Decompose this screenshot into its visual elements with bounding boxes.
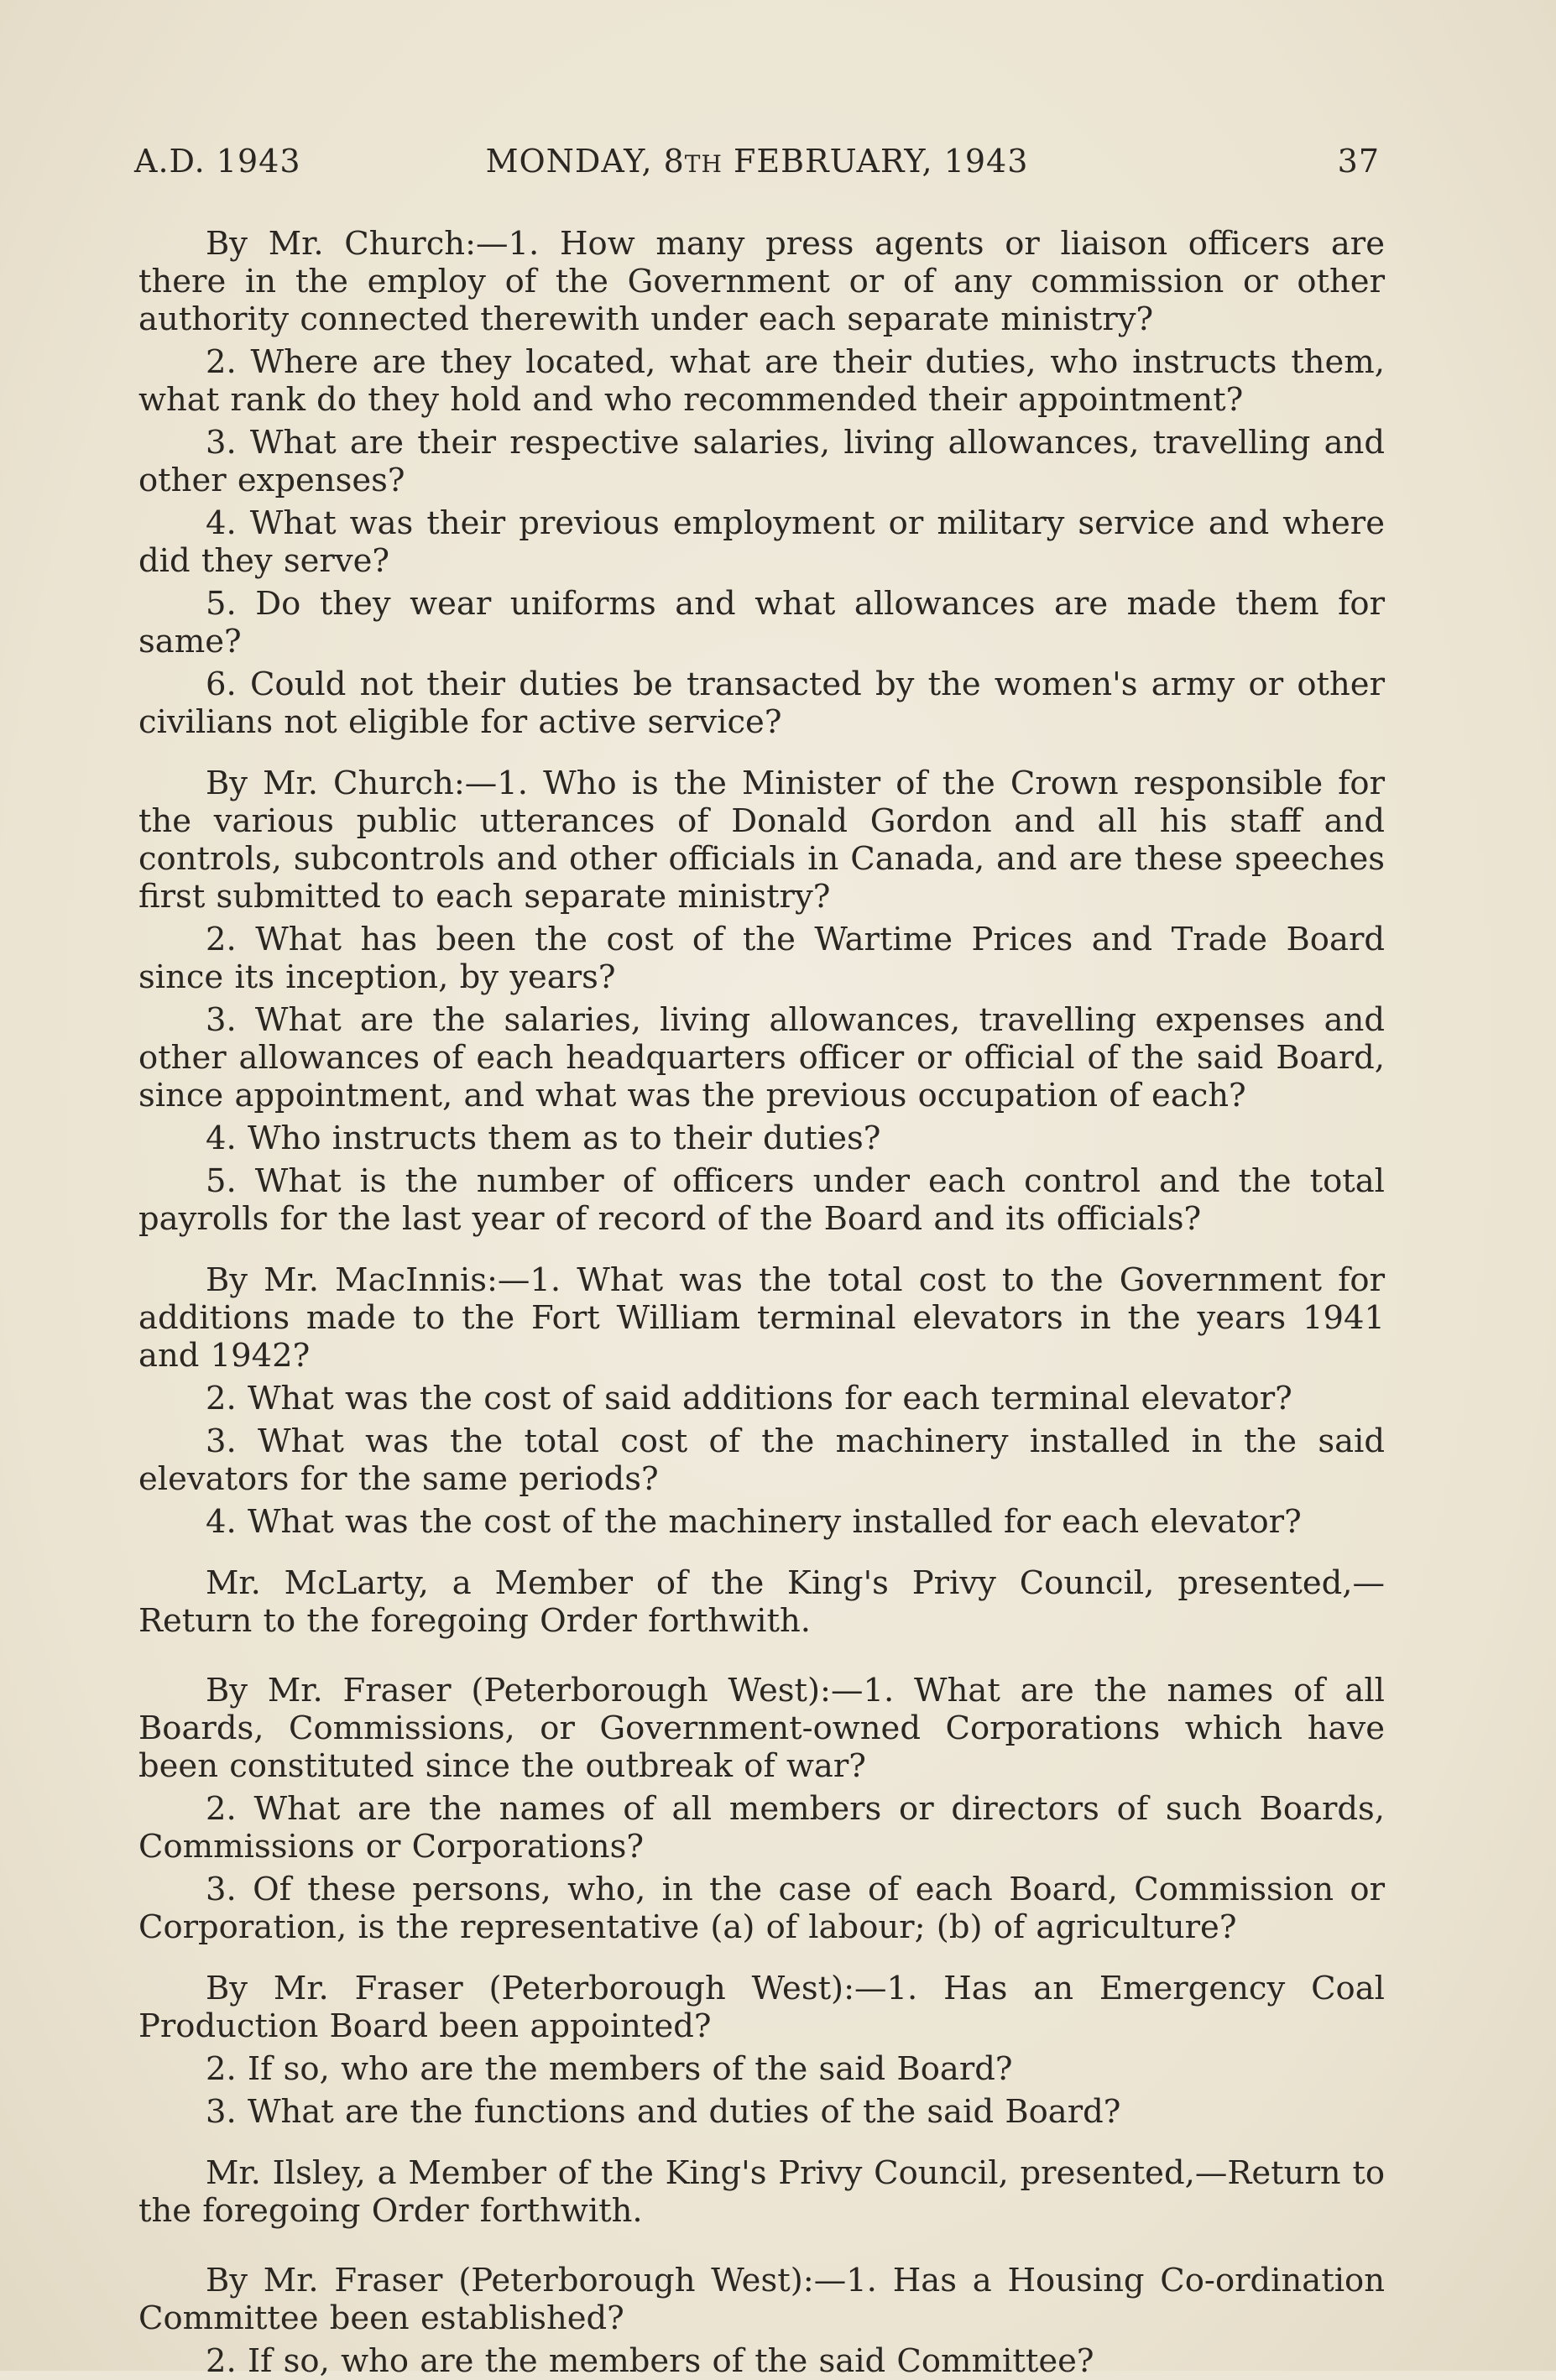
running-header	[134, 143, 1380, 185]
paragraph: By Mr. Church:—1. How many press agents or liaison officers are there in the employ of the Government or of any commission or other authority connected therewith under each separate ministry?	[138, 225, 1385, 338]
header-year: A.D. 1943	[134, 143, 301, 180]
header-date-suffix: FEBRUARY, 1943	[722, 143, 1029, 180]
paragraph: 5. Do they wear uniforms and what allowances are made them for same?	[138, 585, 1385, 660]
paragraph: 3. What are their respective salaries, living allowances, travelling and other expenses?	[138, 424, 1385, 499]
paragraph: 3. What was the total cost of the machinery installed in the said elevators for the same periods?	[138, 1422, 1385, 1498]
paragraph: 3. What are the functions and duties of the said Board?	[206, 2093, 1121, 2131]
paragraph: 4. What was their previous employment or military service and where did they serve?	[138, 504, 1385, 580]
paragraph: 4. What was the cost of the machinery installed for each elevator?	[206, 1503, 1302, 1541]
paragraph: 2. If so, who are the members of the said Board?	[206, 2050, 1013, 2088]
paragraph: By Mr. MacInnis:—1. What was the total cost to the Government for additions made to the Fort William terminal elevators in the years 1941 and 1942?	[138, 1261, 1385, 1375]
paragraph: By Mr. Fraser (Peterborough West):—1. Has an Emergency Coal Production Board been appointed?	[138, 1970, 1385, 2045]
page-body	[138, 225, 1385, 2380]
paragraph: 2. What has been the cost of the Wartime Prices and Trade Board since its inception, by years?	[138, 921, 1385, 996]
paragraph: 2. If so, who are the members of the said Committee?	[206, 2342, 1094, 2380]
paragraph: 2. What are the names of all members or directors of such Boards, Commissions or Corporations?	[138, 1790, 1385, 1866]
paragraph: By Mr. Fraser (Peterborough West):—1. What are the names of all Boards, Commissions, or Government-owned Corporations which have been constituted since the outbreak of war?	[138, 1672, 1385, 1785]
paragraph: Mr. Ilsley, a Member of the King's Privy Council, presented,—Return to the foregoing Order forthwith.	[138, 2154, 1385, 2230]
paragraph: 3. What are the salaries, living allowances, travelling expenses and other allowances of each headquarters officer or official of the said Board, since appointment, and what was the previous occupation of each?	[138, 1001, 1385, 1114]
paragraph: By Mr. Fraser (Peterborough West):—1. Has a Housing Co-ordination Committee been established?	[138, 2262, 1385, 2337]
header-date-ordinal: TH	[684, 150, 723, 178]
paragraph: Mr. McLarty, a Member of the King's Privy Council, presented,—Return to the foregoing Order forthwith.	[138, 1564, 1385, 1640]
paragraph: 3. Of these persons, who, in the case of each Board, Commission or Corporation, is the representative (a) of labour; (b) of agriculture?	[138, 1871, 1385, 1946]
paragraph: 2. What was the cost of said additions for each terminal elevator?	[206, 1380, 1292, 1417]
paragraph: 5. What is the number of officers under each control and the total payrolls for the last year of record of the Board and its officials?	[138, 1162, 1385, 1238]
paragraph: 2. Where are they located, what are their duties, who instructs them, what rank do they hold and who recommended their appointment?	[138, 343, 1385, 419]
page-number: 37	[1337, 143, 1380, 180]
header-date	[134, 143, 1380, 180]
paragraph: 6. Could not their duties be transacted by the women's army or other civilians not eligible for active service?	[138, 665, 1385, 741]
paragraph: 4. Who instructs them as to their duties?	[206, 1120, 881, 1157]
header-date-prefix: MONDAY, 8	[485, 143, 685, 180]
paragraph: By Mr. Church:—1. Who is the Minister of the Crown responsible for the various public utterances of Donald Gordon and all his staff and controls, subcontrols and other officials in Canada, and are these speeches first submitted to each separate ministry?	[138, 765, 1385, 916]
